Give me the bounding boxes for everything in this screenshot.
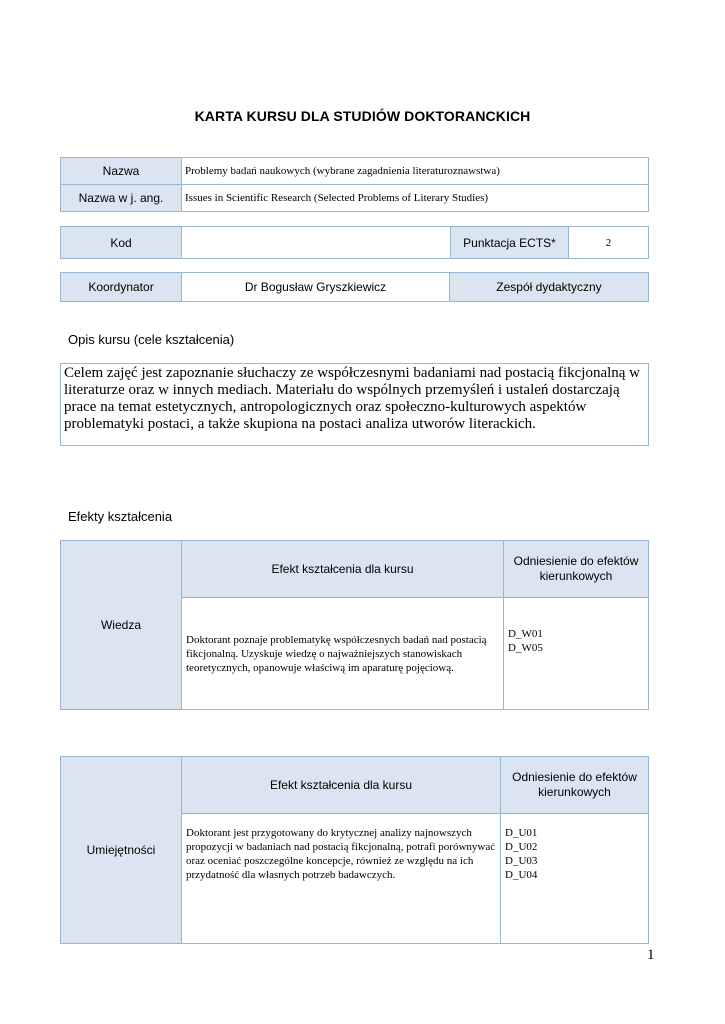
wiedza-effect-text: Doktorant poznaje problematykę współczesnych badań nad postacią fikcjonalną. Uzyskuje wiedzę o najważniejszych stanowiskach teoretycznych, opanowuje właściwą im aparaturę pojęciową. bbox=[182, 598, 504, 710]
koordynator-value: Dr Bogusław Gryszkiewicz bbox=[182, 273, 450, 302]
nazwa-value: Problemy badań naukowych (wybrane zagadnienia literaturoznawstwa) bbox=[182, 158, 649, 185]
wiedza-col-effect: Efekt kształcenia dla kursu bbox=[182, 541, 504, 598]
wiedza-table bbox=[60, 540, 649, 710]
wiedza-col-reference: Odniesienie do efektów kierunkowych bbox=[504, 541, 649, 598]
efekty-heading: Efekty kształcenia bbox=[68, 509, 173, 524]
kod-label: Kod bbox=[61, 227, 182, 259]
coordinator-table bbox=[60, 272, 649, 302]
zespol-label: Zespół dydaktyczny bbox=[450, 273, 649, 302]
wiedza-codes bbox=[504, 598, 649, 710]
umiejetnosci-code: D_U01 bbox=[505, 827, 538, 839]
ects-label: Punktacja ECTS* bbox=[451, 227, 569, 259]
umiejetnosci-code: D_U04 bbox=[505, 869, 538, 881]
umiejetnosci-col-effect: Efekt kształcenia dla kursu bbox=[182, 757, 501, 814]
umiejetnosci-table bbox=[60, 756, 649, 944]
course-name-table bbox=[60, 157, 649, 212]
umiejetnosci-codes bbox=[501, 814, 649, 944]
wiedza-category: Wiedza bbox=[61, 541, 182, 710]
code-ects-table bbox=[60, 226, 649, 259]
umiejetnosci-code: D_U03 bbox=[505, 855, 538, 867]
umiejetnosci-code: D_U02 bbox=[505, 841, 538, 853]
wiedza-code: D_W01 bbox=[508, 628, 543, 640]
nazwa-eng-label: Nazwa w j. ang. bbox=[61, 185, 182, 212]
umiejetnosci-effect-text: Doktorant jest przygotowany do krytycznej analizy najnowszych propozycji w badaniach nad postacią fikcjonalną, potrafi porównywać oraz oceniać poszczególne koncepcje, również ze względu na ich przydatność dla własnych potrzeb badawczych. bbox=[182, 814, 501, 944]
kod-value bbox=[182, 227, 451, 259]
ects-value: 2 bbox=[569, 227, 649, 259]
opis-heading: Opis kursu (cele kształcenia) bbox=[68, 332, 235, 347]
koordynator-label: Koordynator bbox=[61, 273, 182, 302]
wiedza-code: D_W05 bbox=[508, 642, 543, 654]
page-title: KARTA KURSU DLA STUDIÓW DOKTORANCKICH bbox=[194, 108, 531, 124]
nazwa-label: Nazwa bbox=[61, 158, 182, 185]
umiejetnosci-col-reference: Odniesienie do efektów kierunkowych bbox=[501, 757, 649, 814]
umiejetnosci-category: Umiejętności bbox=[61, 757, 182, 944]
page-number: 1 bbox=[647, 947, 655, 963]
nazwa-eng-value: Issues in Scientific Research (Selected Problems of Literary Studies) bbox=[182, 185, 649, 212]
opis-text: Celem zajęć jest zapoznanie słuchaczy ze współczesnymi badaniami nad postacią fikcjonalną w literaturze oraz w innych mediach. Materiału do wspólnych przemyśleń i ustaleń dostarczają prace na temat estetycznych, antropologicznych oraz społeczno-kulturowych aspektów problematyki postaci, a także skupiona na postaci analiza utworów literackich. bbox=[60, 363, 649, 446]
